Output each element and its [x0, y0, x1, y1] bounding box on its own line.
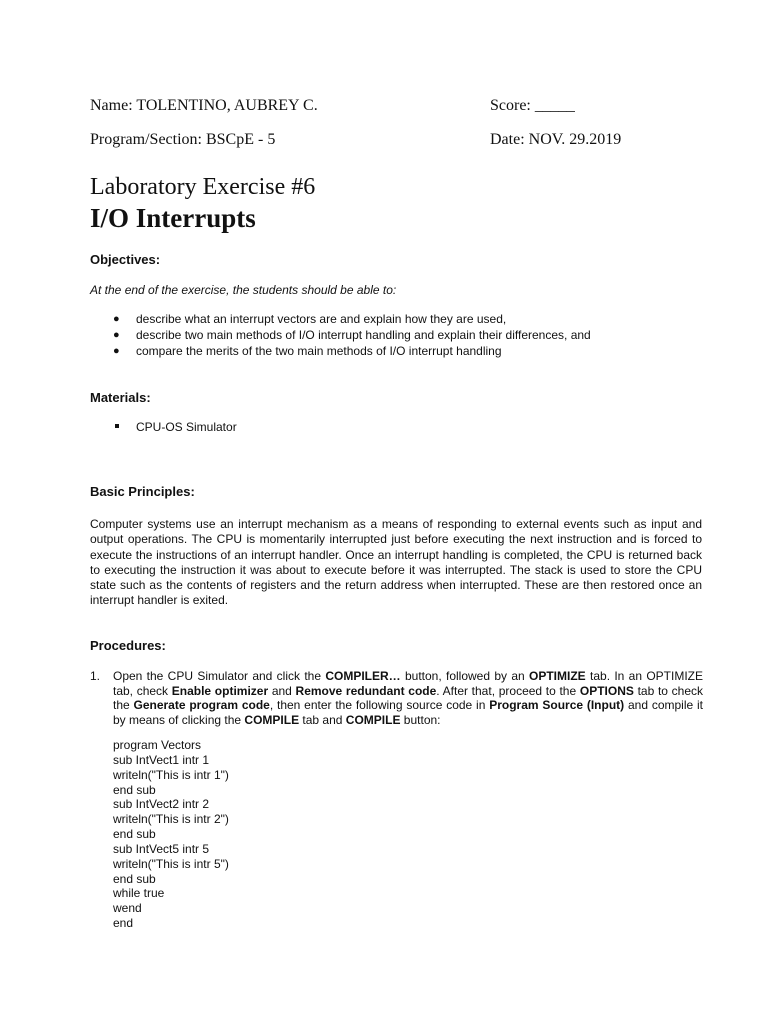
bullet-icon: ●	[113, 329, 120, 341]
procedure-step-1: Open the CPU Simulator and click the COMPILER… button, followed by an OPTIMIZE tab. In an OPTIMIZE tab, check Enable optimizer and Remove redundant code. After that, proceed to the OPTIONS tab to check the Generate program code, then enter the following source code in Program Source (Input) and compile it by means of clicking the COMPILE tab and COMPILE button:	[113, 669, 703, 727]
list-item: ● describe what an interrupt vectors are and explain how they are used,	[113, 312, 507, 326]
code-line: while true	[113, 886, 165, 901]
code-line: sub IntVect5 intr 5	[113, 841, 210, 856]
objectives-heading: Objectives:	[90, 252, 161, 267]
objectives-intro: At the end of the exercise, the students should be able to:	[90, 283, 397, 297]
code-line: end sub	[113, 871, 156, 886]
code-line: writeln("This is intr 2")	[113, 812, 229, 827]
score-field: Score: _____	[490, 97, 575, 114]
basic-principles-heading: Basic Principles:	[90, 484, 195, 499]
bullet-icon: ●	[113, 345, 120, 357]
objectives-list	[113, 311, 591, 359]
code-line: end sub	[113, 782, 156, 797]
exercise-topic: I/O Interrupts	[90, 203, 256, 233]
code-line: end sub	[113, 827, 156, 842]
date-field: Date: NOV. 29.2019	[490, 131, 622, 148]
code-line: sub IntVect1 intr 1	[113, 752, 210, 767]
code-line: end	[113, 916, 134, 931]
code-line: writeln("This is intr 5")	[113, 856, 229, 871]
step-number: 1.	[90, 669, 101, 683]
code-line: writeln("This is intr 1")	[113, 767, 229, 782]
bullet-icon: ●	[113, 313, 120, 325]
procedures-heading: Procedures:	[90, 638, 166, 653]
source-code-listing	[113, 738, 229, 931]
program-section: Program/Section: BSCpE - 5	[90, 131, 276, 148]
code-line: wend	[113, 901, 142, 916]
exercise-title: Laboratory Exercise #6	[90, 174, 316, 200]
square-bullet-icon	[115, 424, 119, 428]
code-line: sub IntVect2 intr 2	[113, 797, 210, 812]
material-item: CPU-OS Simulator	[136, 420, 237, 434]
student-name: Name: TOLENTINO, AUBREY C.	[90, 97, 318, 114]
materials-heading: Materials:	[90, 390, 151, 405]
list-item: ● compare the merits of the two main methods of I/O interrupt handling	[113, 344, 502, 358]
list-item: ● describe two main methods of I/O interrupt handling and explain their differences, and	[113, 328, 591, 342]
code-line: program Vectors	[113, 738, 202, 752]
basic-principles-text: Computer systems use an interrupt mechanism as a means of responding to external events such as input and output operations. The CPU is momentarily interrupted just before executing the next instruction and is forced to execute the instructions of an interrupt handler. Once an interrupt handling is completed, the CPU is returned back to executing the instruction it was about to execute before it was interrupted. The stack is used to store the CPU state such as the contents of registers and the return address when interrupted. These are then restored once an interrupt handler is exited.	[90, 517, 702, 608]
